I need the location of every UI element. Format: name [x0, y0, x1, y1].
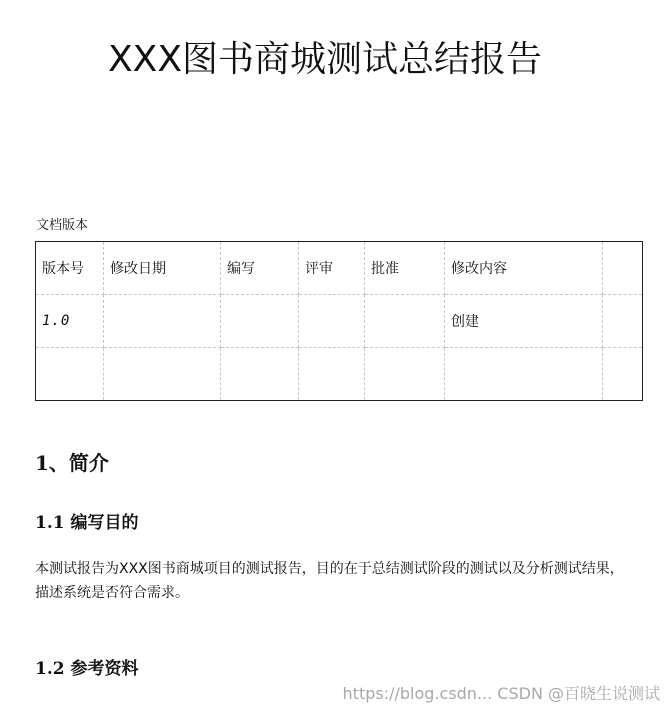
section-heading-references: 1.2 参考资料	[35, 659, 139, 679]
version-history-table	[35, 241, 643, 401]
cell-changes	[445, 348, 603, 401]
cell-date	[104, 348, 221, 401]
purpose-paragraph: 本测试报告为XXX图书商城项目的测试报告，目的在于总结测试阶段的测试以及分析测试结果，描述系统是否符合需求。	[35, 561, 624, 601]
watermark: https://blog.csdn... CSDN @百晓生说测试	[342, 684, 660, 703]
cell-extra	[603, 295, 643, 348]
table-row	[36, 348, 643, 401]
header-cell-date: 修改日期	[104, 242, 221, 295]
cell-approve	[365, 348, 445, 401]
cell-date	[104, 295, 221, 348]
section-heading-purpose: 1.1 编写目的	[35, 513, 139, 533]
section-heading-intro: 1、简介	[35, 451, 109, 475]
document-title: XXX图书商城测试总结报告	[108, 39, 542, 80]
version-label: 文档版本	[36, 218, 89, 233]
cell-review	[299, 295, 365, 348]
table-header-row	[36, 242, 643, 295]
cell-version	[36, 348, 104, 401]
cell-review	[299, 348, 365, 401]
cell-extra	[603, 348, 643, 401]
header-cell-changes: 修改内容	[445, 242, 603, 295]
header-cell-extra	[603, 242, 643, 295]
table-row	[36, 295, 643, 348]
cell-author	[221, 348, 299, 401]
header-cell-version: 版本号	[36, 242, 104, 295]
cell-author	[221, 295, 299, 348]
header-cell-approve: 批准	[365, 242, 445, 295]
cell-changes: 创建	[445, 295, 603, 348]
cell-approve	[365, 295, 445, 348]
header-cell-review: 评审	[299, 242, 365, 295]
cell-version: 1.0	[36, 295, 104, 348]
header-cell-author: 编写	[221, 242, 299, 295]
